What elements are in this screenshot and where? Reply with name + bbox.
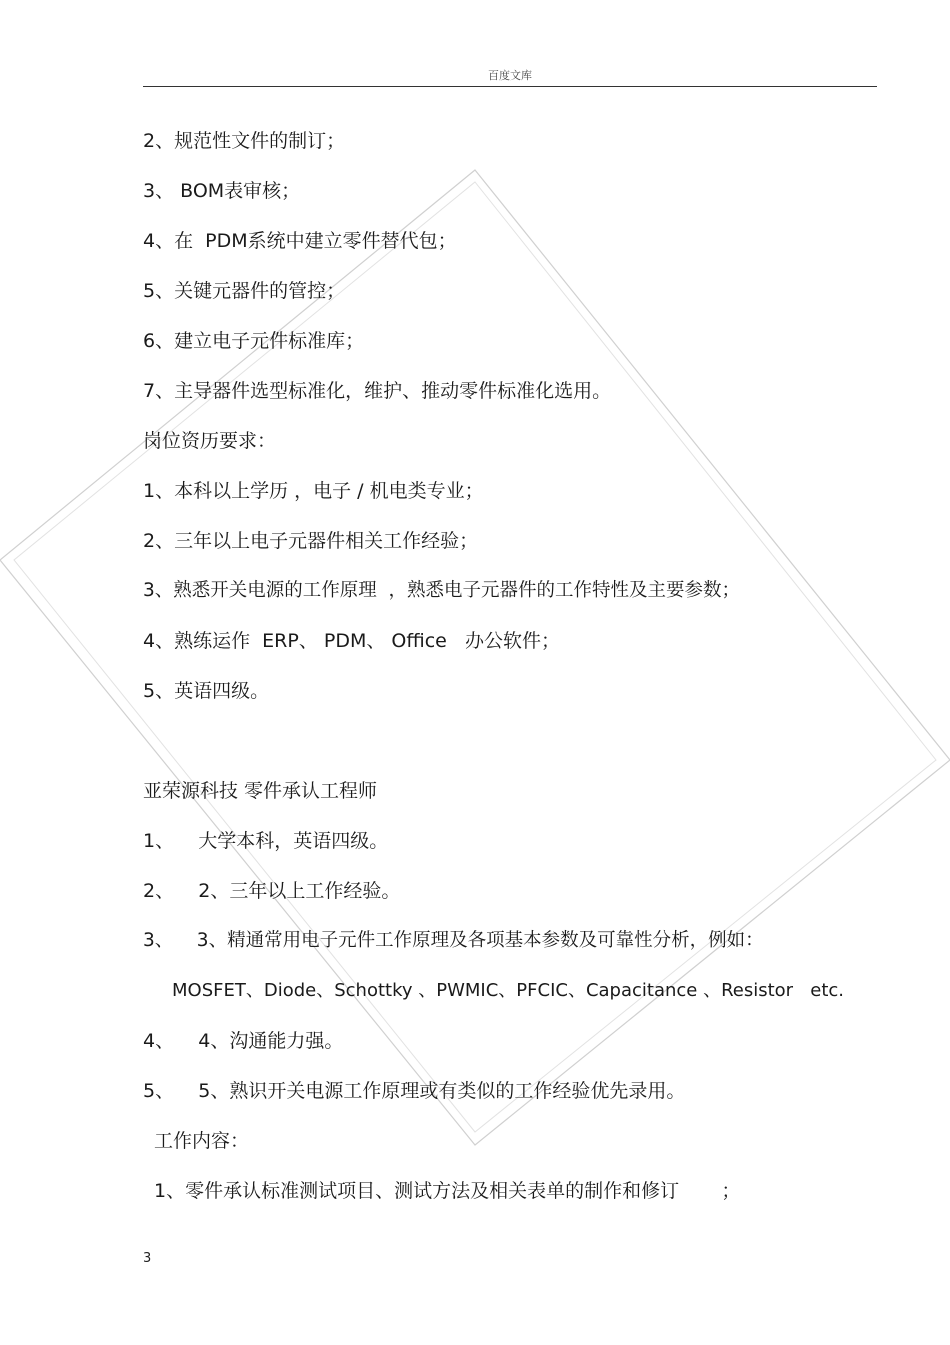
text-line: 4、熟练运作 ERP、 PDM、 Office 办公软件； xyxy=(143,630,560,652)
text-line: 5、 5、熟识开关电源工作原理或有类似的工作经验优先录用。 xyxy=(143,1080,686,1102)
text-line: 3、 3、精通常用电子元件工作原理及各项基本参数及可靠性分析，例如： xyxy=(143,930,764,951)
text-line: 1、零件承认标准测试项目、测试方法及相关表单的制作和修订 ； xyxy=(154,1180,741,1202)
text-line: MOSFET、Diode、Schottky 、PWMIC、PFCIC、Capacitance 、Resistor etc. xyxy=(172,980,845,1001)
section-heading: 岗位资历要求： xyxy=(143,430,277,452)
page-number: 3 xyxy=(143,1251,152,1266)
text-line: 1、本科以上学历 ，电子 / 机电类专业； xyxy=(143,480,484,502)
text-line: 7、主导器件选型标准化，维护、推动零件标准化选用。 xyxy=(143,380,612,402)
section-heading: 工作内容： xyxy=(154,1130,250,1152)
text-line: 5、关键元器件的管控； xyxy=(143,280,346,302)
text-line: 4、 4、沟通能力强。 xyxy=(143,1030,344,1052)
text-line: 2、三年以上电子元器件相关工作经验； xyxy=(143,530,479,552)
text-line: 5、英语四级。 xyxy=(143,680,270,702)
text-line: 3、 BOM表审核； xyxy=(143,180,301,202)
text-line: 3、熟悉开关电源的工作原理 ，熟悉电子元器件的工作特性及主要参数； xyxy=(143,580,741,601)
section-heading: 亚荣源科技 零件承认工程师 xyxy=(143,780,378,802)
text-line: 6、建立电子元件标准库； xyxy=(143,330,365,352)
header-divider xyxy=(143,86,877,87)
page-header-title: 百度文库 xyxy=(488,69,532,82)
text-line: 4、在 PDM系统中建立零件替代包； xyxy=(143,230,457,252)
text-line: 1、 大学本科，英语四级。 xyxy=(143,830,389,852)
text-line: 2、 2、三年以上工作经验。 xyxy=(143,880,401,902)
text-line: 2、规范性文件的制订； xyxy=(143,130,346,152)
